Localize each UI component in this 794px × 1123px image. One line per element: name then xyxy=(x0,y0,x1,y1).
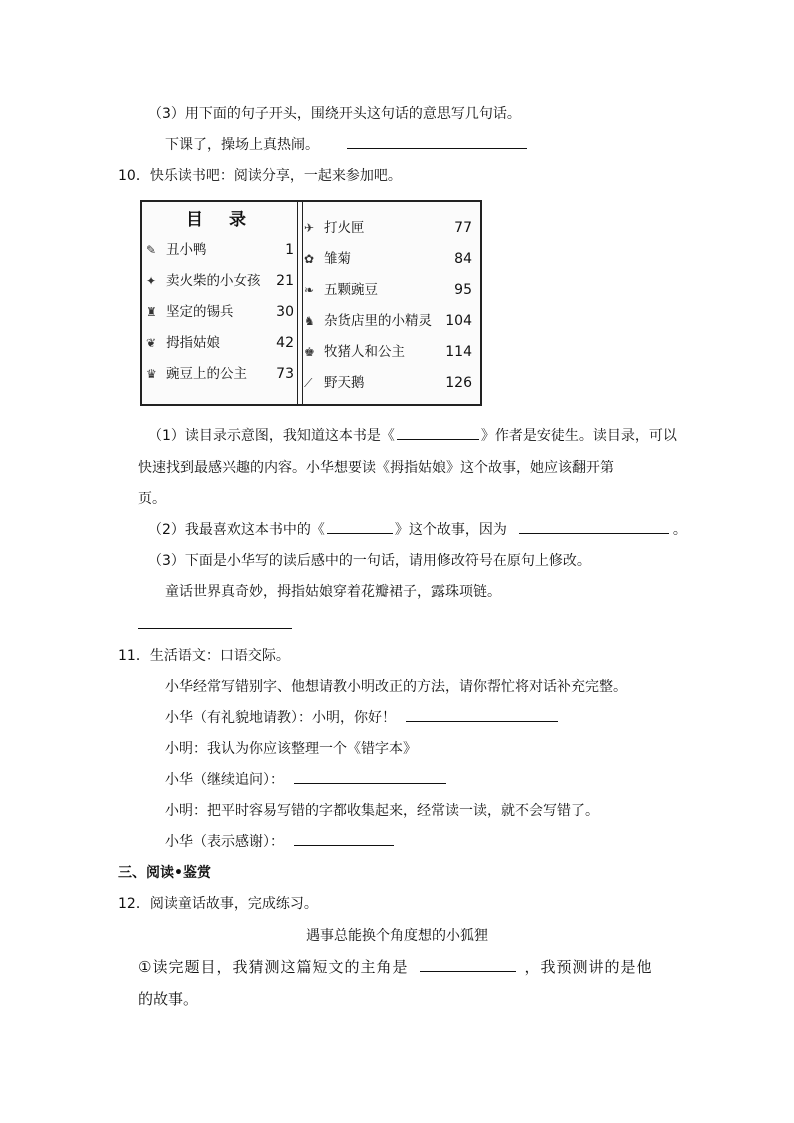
toc-entry-label: 坚定的锡兵 xyxy=(166,304,234,320)
q11-line3-text: 小华（继续追问）： xyxy=(165,772,284,788)
q10-sentence: 童话世界真奇妙，拇指姑娘穿着花瓣裙子，露珠项链。 xyxy=(165,584,501,600)
toc-entry xyxy=(146,362,296,386)
toc-entry-label: 丑小鸭 xyxy=(166,242,207,258)
toc-entry xyxy=(304,278,474,302)
toc-entry xyxy=(304,309,474,333)
table-of-contents-image xyxy=(140,200,482,406)
toc-entry-label: 杂货店里的小精灵 xyxy=(324,313,432,329)
q11-line4: 小明：把平时容易写错的字都收集起来，经常读一读，就不会写错了。 xyxy=(165,803,599,819)
q10-reason-blank[interactable] xyxy=(519,519,669,534)
toc-heading: 目 录 xyxy=(186,210,256,230)
q10-sub2-text-a: （2）我最喜欢这本书中的《 xyxy=(148,522,325,538)
toc-left-column xyxy=(146,206,296,400)
q11-greeting-blank[interactable] xyxy=(406,707,558,722)
q10-correction-blank[interactable] xyxy=(138,614,292,629)
toc-entry-page: 126 xyxy=(445,375,472,391)
toc-entry xyxy=(146,331,296,355)
toc-entry xyxy=(304,371,474,395)
q11-thanks-blank[interactable] xyxy=(294,831,394,846)
q10-sub2-text-b: 》这个故事，因为 xyxy=(394,522,507,538)
toc-entry-page: 114 xyxy=(445,344,472,360)
goblin-icon: ♞ xyxy=(304,314,315,328)
toc-entry-label: 五颗豌豆 xyxy=(324,282,378,298)
toc-entry-label: 野天鹅 xyxy=(324,375,365,391)
toc-entry-page: 95 xyxy=(454,282,472,298)
section3-title: 三、阅读•鉴赏 xyxy=(118,865,211,881)
toc-entry-label: 打火匣 xyxy=(324,220,365,236)
q11-intro: 小华经常写错别字、他想请教小明改正的方法，请你帮忙将对话补充完整。 xyxy=(165,679,627,695)
toc-entry-label: 卖火柴的小女孩 xyxy=(166,273,261,289)
q10-book-title-blank[interactable] xyxy=(397,425,479,440)
pea-pod-icon: ❧ xyxy=(304,283,315,297)
swan-icon: ⟋ xyxy=(304,376,313,390)
tinderbox-icon: ✈ xyxy=(304,221,315,235)
q9-sentence-line xyxy=(165,134,531,154)
toc-entry xyxy=(146,269,296,293)
toc-entry-page: 73 xyxy=(276,366,294,382)
q12-protagonist-blank[interactable] xyxy=(420,957,516,972)
q10-sub3-prompt: （3）下面是小华写的读后感中的一句话，请用修改符号在原句上修改。 xyxy=(148,553,591,569)
daisy-icon: ✿ xyxy=(304,252,315,266)
toc-entry-page: 77 xyxy=(454,220,472,236)
q11-line5 xyxy=(165,831,398,851)
toc-entry-label: 牧猪人和公主 xyxy=(324,344,405,360)
duckling-icon: ✎ xyxy=(146,243,157,257)
q10-title: 10．快乐读书吧：阅读分享，一起来参加吧。 xyxy=(118,168,402,184)
q12-para1-line1 xyxy=(138,956,652,977)
q12-story-title: 遇事总能换个角度想的小狐狸 xyxy=(306,928,488,944)
thumbelina-icon: ❦ xyxy=(146,336,157,350)
toc-entry-page: 42 xyxy=(276,335,294,351)
q11-line5-text: 小华（表示感谢）： xyxy=(165,834,284,850)
q11-line3 xyxy=(165,769,450,789)
pea-princess-icon: ♛ xyxy=(146,367,157,381)
q12-para1-text-b: ，我预测讲的是他 xyxy=(524,958,653,976)
toc-right-column xyxy=(304,206,474,400)
toc-entry xyxy=(304,340,474,364)
toc-entry-label: 雏菊 xyxy=(324,251,351,267)
q10-sub2-text-c: 。 xyxy=(672,522,687,538)
toc-entry xyxy=(304,247,474,271)
q11-title: 11．生活语文：口语交际。 xyxy=(118,648,290,664)
toc-entry-label: 豌豆上的公主 xyxy=(166,366,247,382)
q10-sub1-line2: 快速找到最感兴趣的内容。小华想要读《拇指姑娘》这个故事，她应该翻开第 xyxy=(138,460,614,476)
q9-sub3-prompt: （3）用下面的句子开头，围绕开头这句话的意思写几句话。 xyxy=(148,106,521,122)
toc-divider xyxy=(297,202,303,404)
toc-entry-page: 84 xyxy=(454,251,472,267)
swineherd-icon: ♚ xyxy=(304,345,315,359)
toc-entry-page: 21 xyxy=(276,273,294,289)
q9-answer-blank[interactable] xyxy=(347,134,527,149)
q9-sentence: 下课了，操场上真热闹。 xyxy=(165,137,319,153)
toc-entry xyxy=(146,238,296,262)
q10-sub1-text-a: （1）读目录示意图，我知道这本书是《 xyxy=(148,428,395,444)
q12-para1-text-a: ①读完题目，我猜测这篇短文的主角是 xyxy=(138,958,409,976)
q10-sub1-line1 xyxy=(148,425,677,445)
toc-entry xyxy=(304,216,474,240)
q11-line1 xyxy=(165,707,562,727)
toc-entry-page: 30 xyxy=(276,304,294,320)
toc-entry-page: 1 xyxy=(285,242,294,258)
q12-para1-line2: 的故事。 xyxy=(138,990,199,1008)
q11-followup-blank[interactable] xyxy=(294,769,446,784)
q11-line2: 小明：我认为你应该整理一个《错字本》 xyxy=(165,741,417,757)
tin-soldier-icon: ♜ xyxy=(146,305,157,319)
q10-favorite-story-blank[interactable] xyxy=(327,519,393,534)
q10-sub1-text-b: 》作者是安徒生。读目录，可以 xyxy=(480,428,677,444)
toc-entry-page: 104 xyxy=(445,313,472,329)
toc-entry xyxy=(146,300,296,324)
match-girl-icon: ✦ xyxy=(146,274,157,288)
q10-sub2-line xyxy=(148,519,687,539)
toc-entry-label: 拇指姑娘 xyxy=(166,335,220,351)
q11-line1-text: 小华（有礼貌地请教）：小明，你好！ xyxy=(165,710,396,726)
q10-sub1-line3: 页。 xyxy=(138,491,166,507)
q12-title: 12．阅读童话故事，完成练习。 xyxy=(118,896,318,912)
